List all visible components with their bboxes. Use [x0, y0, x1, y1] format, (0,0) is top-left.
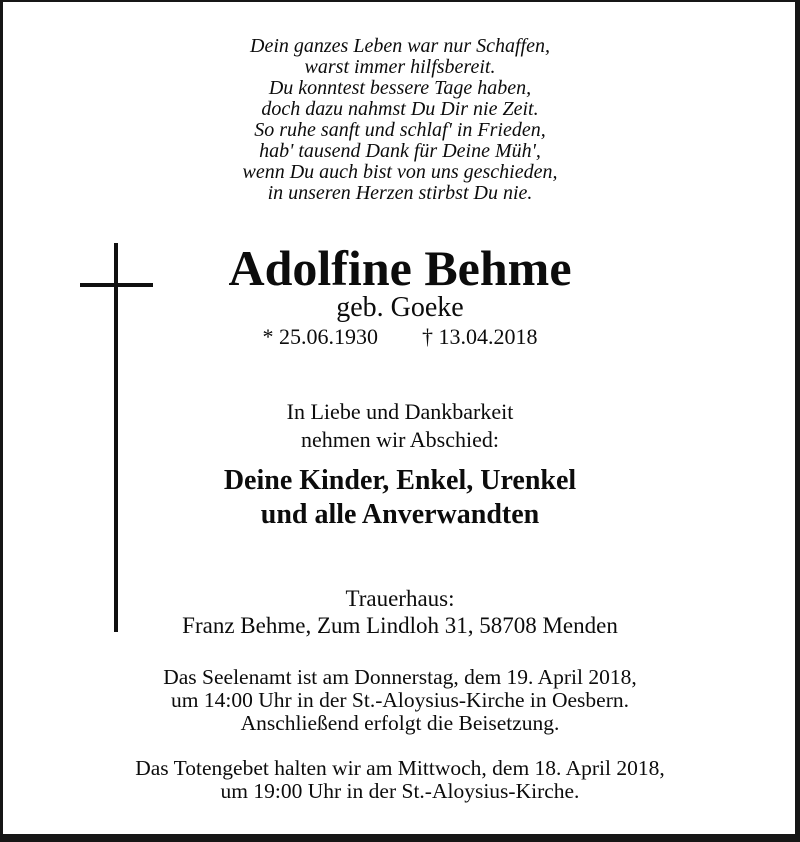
deceased-name: Adolfine Behme [228, 240, 572, 296]
poem-line: So ruhe sanft und schlaf' in Frieden, [254, 119, 546, 141]
trauerhaus-section [0, 585, 800, 639]
mourners-line: Deine Kinder, Enkel, Urenkel [223, 465, 577, 496]
farewell-intro [0, 398, 800, 453]
life-dates [0, 324, 800, 350]
poem-line: doch dazu nahmst Du Dir nie Zeit. [261, 98, 539, 120]
poem-line: wenn Du auch bist von uns geschieden, [242, 161, 558, 183]
memorial-poem [0, 36, 800, 204]
farewell-intro-line: In Liebe und Dankbarkeit [286, 399, 514, 424]
seelenamt-line: Anschließend erfolgt die Beisetzung. [240, 711, 560, 735]
seelenamt-notice [0, 666, 800, 735]
mourners-line: und alle Anverwandten [260, 499, 540, 530]
death-date: † 13.04.2018 [422, 324, 538, 349]
mourners [0, 464, 800, 532]
birth-date: * 25.06.1930 [262, 324, 378, 349]
seelenamt-line: Das Seelenamt ist am Donnerstag, dem 19. April 2018, [163, 665, 637, 689]
poem-line: warst immer hilfsbereit. [304, 56, 496, 78]
poem-line: hab' tausend Dank für Deine Müh', [259, 140, 541, 162]
poem-line: Dein ganzes Leben war nur Schaffen, [250, 35, 550, 57]
maiden-name: geb. Goeke [336, 292, 464, 323]
farewell-intro-line: nehmen wir Abschied: [301, 426, 499, 452]
trauerhaus-address: Franz Behme, Zum Lindloh 31, 58708 Menden [182, 613, 618, 638]
seelenamt-line: um 14:00 Uhr in der St.-Aloysius-Kirche in Oesbern. [171, 688, 629, 712]
totengebet-line: Das Totengebet halten wir am Mittwoch, dem 18. April 2018, [135, 756, 665, 780]
trauerhaus-label: Trauerhaus: [345, 586, 455, 611]
totengebet-notice [0, 757, 800, 803]
poem-line: in unseren Herzen stirbst Du nie. [267, 182, 533, 204]
poem-line: Du konntest bessere Tage haben, [268, 77, 532, 99]
totengebet-line: um 19:00 Uhr in der St.-Aloysius-Kirche. [220, 779, 580, 803]
